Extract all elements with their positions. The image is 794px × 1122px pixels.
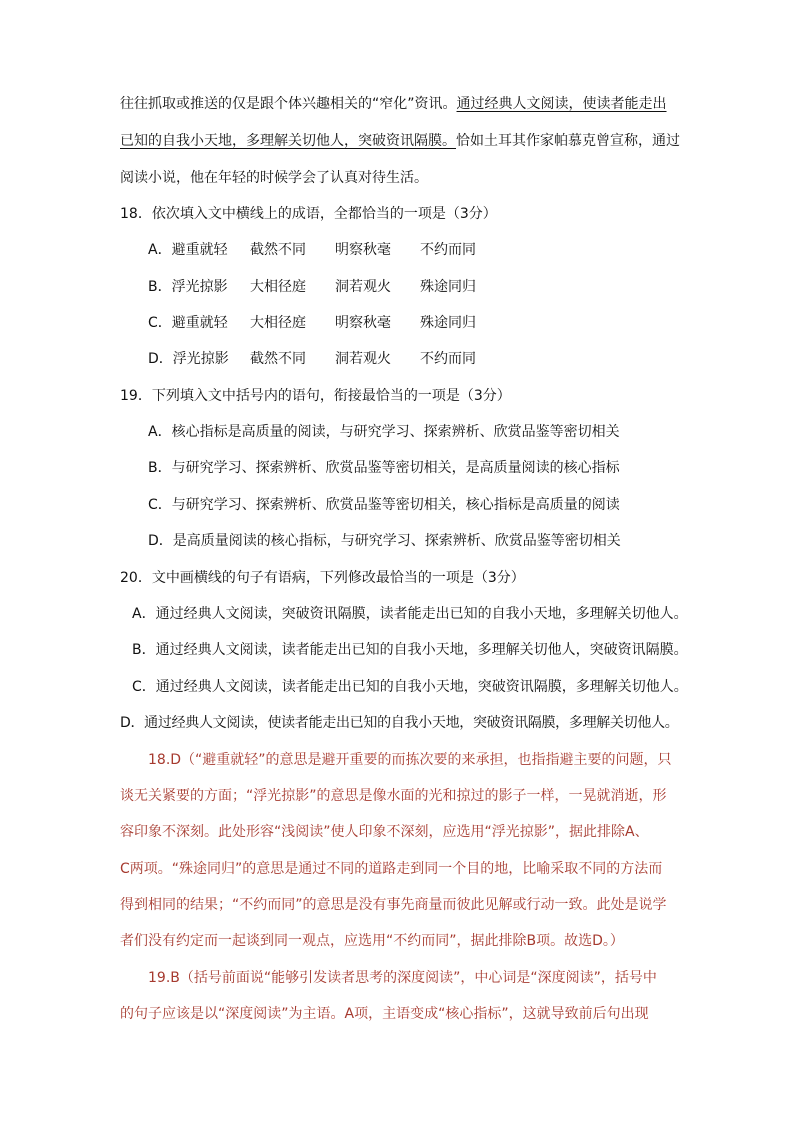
question-18-option-d (148, 349, 505, 369)
question-18-stem: 18．依次填入文中横线上的成语，全都恰当的一项是（3分） (120, 206, 497, 222)
option-letter-word: A．避重就轻 (148, 242, 228, 258)
question-18-option-c (148, 313, 505, 333)
option-word: 明察秋毫 (335, 315, 391, 331)
answer-18-line-3: 容印象不深刻。此处形容“浅阅读”使人印象不深刻，应选用“浮光掠影”，据此排除A、 (120, 824, 649, 840)
answer-19-line-1: 19.B（括号前面说“能够引发读者思考的深度阅读”，中心词是“深度阅读”，括号中 (148, 970, 657, 986)
question-18-option-a (148, 240, 505, 260)
question-20-option-a: A．通过经典人文阅读，突破资讯隔膜，读者能走出已知的自我小天地，多理解关切他人。 (132, 606, 688, 622)
answer-19-line-2: 的句子应该是以“深度阅读”为主语。A项，主语变成“核心指标”，这就导致前后句出现 (120, 1006, 649, 1022)
passage-line-1 (120, 94, 667, 114)
option-word: 截然不同 (250, 242, 306, 258)
passage-text: 恰如土耳其作家帕慕克曾宣称，通过 (456, 133, 680, 149)
option-word: 洞若观火 (335, 279, 391, 295)
question-20-option-c: C．通过经典人文阅读，读者能走出已知的自我小天地，突破资讯隔膜，多理解关切他人。 (132, 679, 688, 695)
question-18-option-b (148, 277, 505, 297)
underlined-sentence: 通过经典人文阅读，使读者能走出 (456, 96, 667, 112)
underlined-sentence: 已知的自我小天地，多理解关切他人，突破资讯隔膜。 (120, 133, 456, 149)
option-letter-word: C．避重就轻 (148, 315, 228, 331)
question-20-option-d: D．通过经典人文阅读，使读者能走出已知的自我小天地，突破资讯隔膜，多理解关切他人。 (120, 715, 679, 731)
option-word: 大相径庭 (250, 315, 306, 331)
option-word: 截然不同 (250, 351, 306, 367)
passage-line-2 (120, 131, 680, 151)
option-word: 大相径庭 (250, 279, 306, 295)
question-20-stem: 20．文中画横线的句子有语病，下列修改最恰当的一项是（3分） (120, 570, 525, 586)
answer-18-line-4: C两项。“殊途同归”的意思是通过不同的道路走到同一个目的地，比喻采取不同的方法而 (120, 861, 663, 877)
option-word: 不约而同 (420, 351, 476, 367)
answer-18-line-2: 谈无关紧要的方面；“浮光掠影”的意思是像水面的光和掠过的影子一样，一晃就消逝，形 (120, 788, 667, 804)
question-19-option-a: A．核心指标是高质量的阅读，与研究学习、探索辨析、欣赏品鉴等密切相关 (148, 424, 620, 440)
passage-line-3: 阅读小说，他在年轻的时候学会了认真对待生活。 (120, 170, 428, 186)
passage-text: 往往抓取或推送的仅是跟个体兴趣相关的“窄化”资讯。 (120, 96, 457, 112)
option-word: 明察秋毫 (335, 242, 391, 258)
answer-18-line-6: 者们没有约定而一起谈到同一观点，应选用“不约而同”，据此排除B项。故选D。） (120, 933, 624, 949)
option-word: 殊途同归 (420, 315, 476, 331)
option-word: 不约而同 (420, 242, 476, 258)
option-word: 殊途同归 (420, 279, 476, 295)
question-19-stem: 19．下列填入文中括号内的语句，衔接最恰当的一项是（3分） (120, 388, 511, 404)
question-20-option-b: B．通过经典人文阅读，读者能走出已知的自我小天地，多理解关切他人，突破资讯隔膜。 (132, 642, 688, 658)
question-19-option-c: C．与研究学习、探索辨析、欣赏品鉴等密切相关，核心指标是高质量的阅读 (148, 497, 620, 513)
question-19-option-d: D．是高质量阅读的核心指标，与研究学习、探索辨析、欣赏品鉴等密切相关 (148, 533, 621, 549)
option-letter-word: B．浮光掠影 (148, 279, 228, 295)
question-19-option-b: B．与研究学习、探索辨析、欣赏品鉴等密切相关，是高质量阅读的核心指标 (148, 460, 620, 476)
answer-18-line-1: 18.D（“避重就轻”的意思是避开重要的而拣次要的来承担，也指指避主要的问题，只 (148, 752, 672, 768)
answer-18-line-5: 得到相同的结果；“不约而同”的意思是没有事先商量而彼此见解或行动一致。此处是说学 (120, 897, 667, 913)
option-letter-word: D．浮光掠影 (148, 351, 229, 367)
option-word: 洞若观火 (335, 351, 391, 367)
